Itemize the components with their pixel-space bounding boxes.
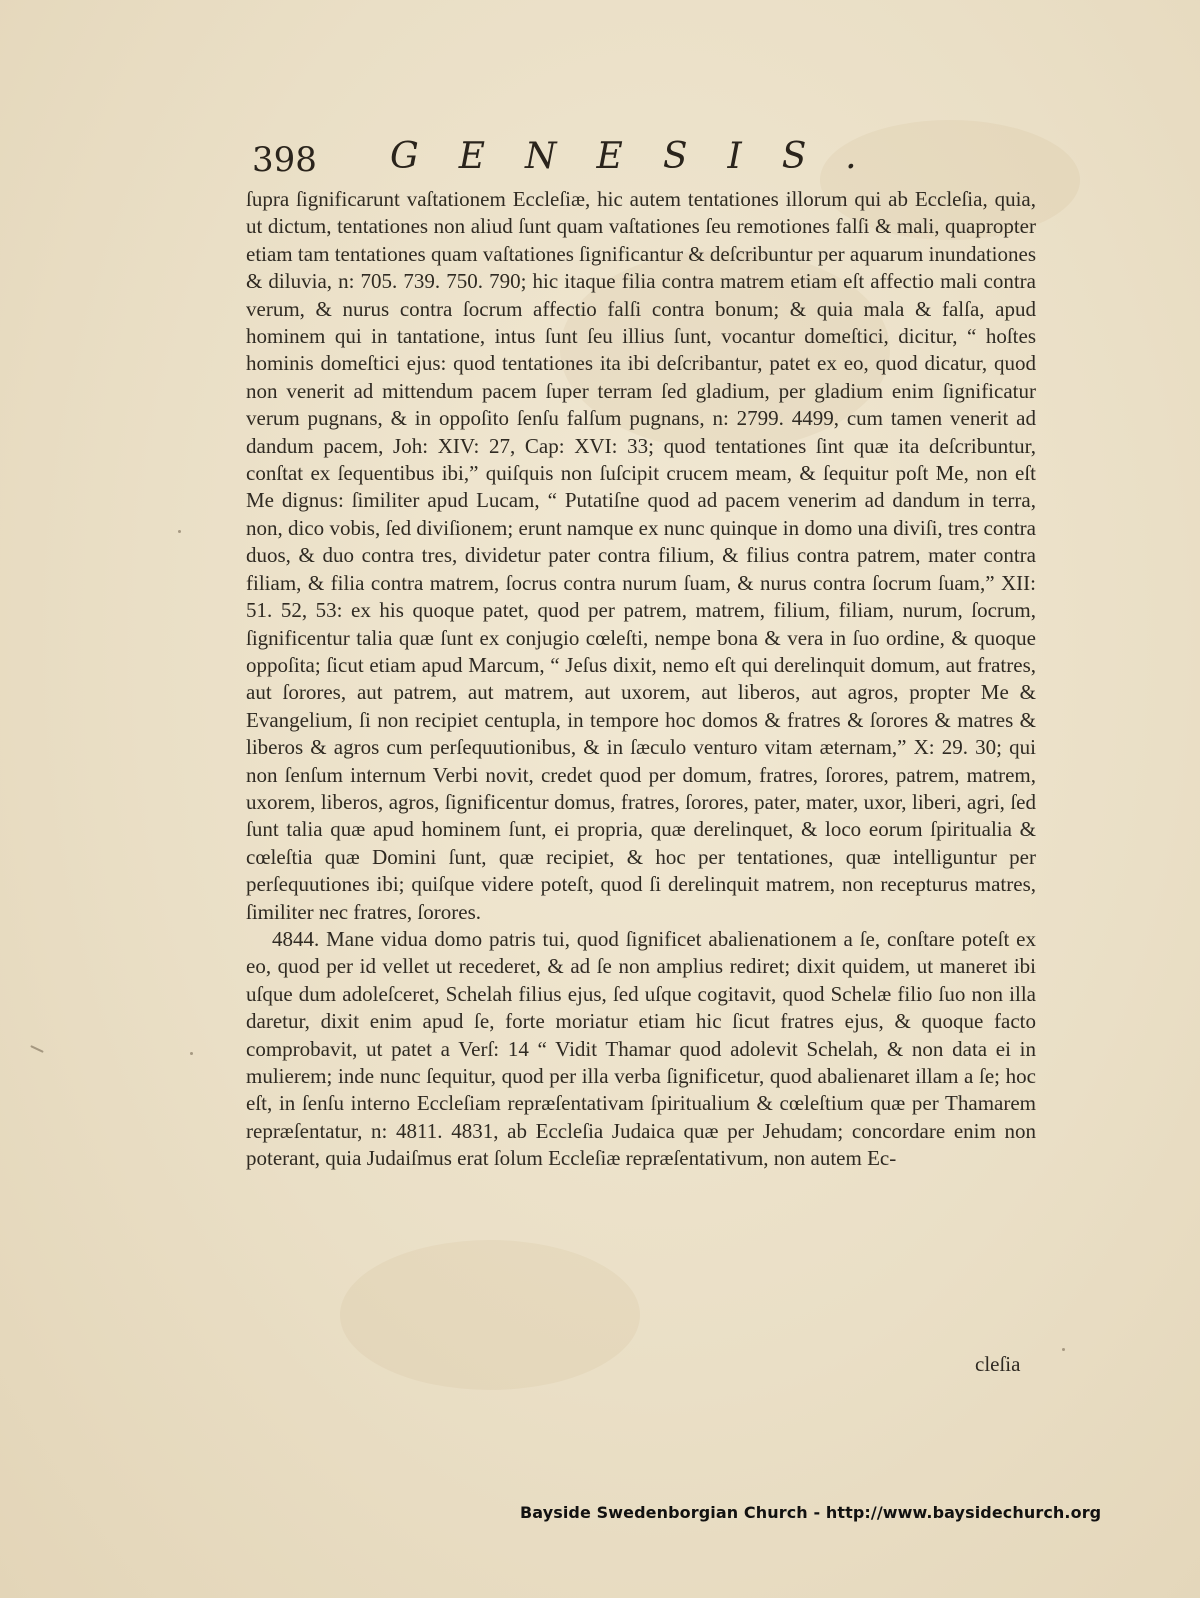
paper-speck bbox=[1062, 1348, 1065, 1351]
footer-credit: Bayside Swedenborgian Church - http://www.baysidechurch.org bbox=[520, 1503, 1102, 1522]
running-title: GENESIS. bbox=[390, 136, 897, 177]
paper-stain bbox=[340, 1240, 640, 1390]
page-number: 398 bbox=[252, 140, 317, 180]
paper-speck bbox=[30, 1045, 44, 1053]
catchword: cleſia bbox=[975, 1352, 1021, 1376]
main-text bbox=[246, 186, 1036, 1173]
paragraph-continuation: ſupra ſignificarunt vaſtationem Eccleſiæ, hic autem tentationes illorum qui ab Eccleſia, quia, ut dictum, tentationes non aliud ſunt quam vaſtationes ſeu remotiones falſi & mali, quapropter etiam tam tentationes quam vaſtationes ſignificantur & deſcribuntur per aquarum inundationes & diluvia, n: 705. 739. 750. 790; hic itaque filia contra matrem etiam eſt affectio mali contra verum, & nurus contra ſocrum affectio falſi contra bonum; & quia mala & falſa, apud hominem qui in tantatione, intus ſunt ſeu illius ſunt, vocantur domeſtici, dicitur, “ hoſtes hominis domeſtici ejus: quod tentationes ita ibi deſcribantur, patet ex eo, quod dicatur, quod non venerit ad mittendum pacem ſuper terram ſed gladium, per gladium enim ſignificatur verum pugnans, & in oppoſito ſenſu falſum pugnans, n: 2799. 4499, cum tamen venerit ad dandum pacem, Joh: XIV: 27, Cap: XVI: 33; quod tentationes ſint quæ ita deſcribuntur, conſtat ex ſequentibus ibi,” quiſquis non ſuſcipit crucem meam, & ſequitur poſt Me, non eſt Me dignus: ſimiliter apud Lucam, “ Putatiſne quod ad pacem venerim ad dandum in terra, non, dico vobis, ſed diviſionem; erunt namque ex nunc quinque in domo una diviſi, tres contra duos, & duo contra tres, dividetur pater contra filium, & filius contra patrem, mater contra filiam, & filia contra matrem, ſocrus contra nurum ſuam, & nurus contra ſocrum ſuam,” XII: 51. 52, 53: ex his quoque patet, quod per patrem, matrem, filium, filiam, nurum, ſocrum, ſignificentur talia quæ ſunt ex conjugio cœleſti, nempe bona & vera in ſuo ordine, & quoque oppoſita; ſicut etiam apud Marcum, “ Jeſus dixit, nemo eſt qui derelinquit domum, aut fratres, aut ſorores, aut patrem, aut matrem, aut uxorem, aut liberos, aut agros, propter Me & Evangelium, ſi non recipiet centupla, in tempore hoc domos & fratres & ſorores & matres & liberos & agros cum perſequutionibus, & in ſæculo venturo vitam æternam,” X: 29. 30; qui non ſenſum internum Verbi novit, credet quod per domum, fratres, ſorores, patrem, matrem, uxorem, liberos, agros, ſignificentur domus, fratres, ſorores, pater, mater, uxor, liberi, agri, ſed ſunt talia quæ apud hominem ſunt, ei propria, quæ derelinquet, & loco eorum ſpiritualia & cœleſtia quæ Domini ſunt, quæ recipiet, & hoc per tentationes, quæ intelliguntur per perſequutiones ibi; quiſque videre poteſt, quod ſi derelinquit matrem, non recepturus matres, ſimiliter nec fratres, ſorores. bbox=[246, 187, 1036, 924]
paper-speck bbox=[190, 1052, 193, 1055]
paper-speck bbox=[178, 530, 181, 533]
page-header bbox=[252, 128, 1032, 184]
paragraph-4844: 4844. Mane vidua domo patris tui, quod ſignificet abalienationem a ſe, conſtare poteſt ex eo, quod per id vellet ut recederet, & ad ſe non amplius rediret; dixit quidem, ut maneret ibi uſque dum adoleſceret, Schelah filius ejus, ſed uſque cogitavit, quod Schelæ filio ſuo non illa daretur, dixit enim apud ſe, forte moriatur etiam hic ſicut fratres ejus, & quoque facto comprobavit, ut patet a Verſ: 14 “ Vidit Thamar quod adolevit Schelah, & non data ei in mulierem; inde nunc ſequitur, quod per illa verba ſignificetur, quod abalienaret illam a ſe; hoc eſt, in ſenſu interno Eccleſiam repræſentativam ſpiritualium & cœleſtium quæ per Thamarem repræſentatur, n: 4811. 4831, ab Eccleſia Judaica quæ per Jehudam; concordare enim non poterant, quia Judaiſmus erat ſolum Eccleſiæ repræſentativum, non autem Ec- bbox=[246, 926, 1036, 1171]
